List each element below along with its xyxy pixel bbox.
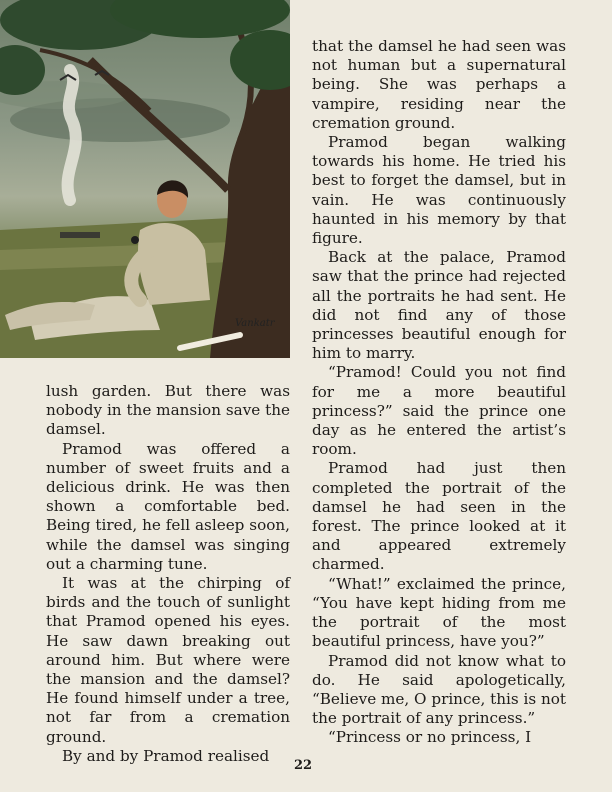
paragraph: that the damsel he had seen was not human but a supernatural being. She was perhaps a vampire, residing near the cremation ground.: [312, 37, 566, 132]
paragraph: Pramod began walking towards his home. He tried his best to forget the damsel, but in vain. He was continuously haunted in his memory by that figure.: [312, 133, 566, 248]
paragraph: “Pramod! Could you not find for me a more beautiful princess?” said the prince one day as he entered the artist’s room.: [312, 363, 566, 459]
paragraph: Pramod did not know what to do. He said apologetically, “Believe me, O prince, this is not the portrait of any princess.”: [312, 651, 566, 728]
paragraph: Back at the palace, Pramod saw that the prince had rejected all the portraits he had sent. He did not find any of those princesses beautiful enough for him to marry.: [312, 248, 566, 363]
paragraph: It was at the chirping of birds and the touch of sunlight that Pramod opened his eyes. He saw dawn breaking out around him. But where were the mansion and the damsel? He found himself under a tree, not far from a cremation ground.: [46, 574, 290, 746]
paragraph: By and by Pramod realised: [62, 746, 270, 765]
left-text-column: [46, 382, 290, 766]
page-number: 22: [293, 758, 313, 773]
story-illustration: [0, 0, 290, 358]
paragraph: Pramod was offered a number of sweet fruits and a delicious drink. He was then shown a comfortable bed. Being tired, he fell asleep soon, while the damsel was singing out a charming tune.: [46, 439, 290, 573]
paragraph: “What!” exclaimed the prince, “You have kept hiding from me the portrait of the most beautiful princess, have you?”: [312, 574, 566, 651]
paragraph: “Princess or no princess, I: [328, 728, 532, 747]
paragraph: lush garden. But there was nobody in the mansion save the damsel.: [46, 382, 290, 439]
illustration-young-man-resting-under-tree: [0, 0, 290, 358]
right-text-column: [312, 37, 566, 748]
paragraph: Pramod had just then completed the portrait of the damsel he had seen in the forest. The prince looked at it and appeared extremely charmed.: [312, 459, 566, 574]
illustrator-signature: Vankatr: [235, 318, 275, 329]
